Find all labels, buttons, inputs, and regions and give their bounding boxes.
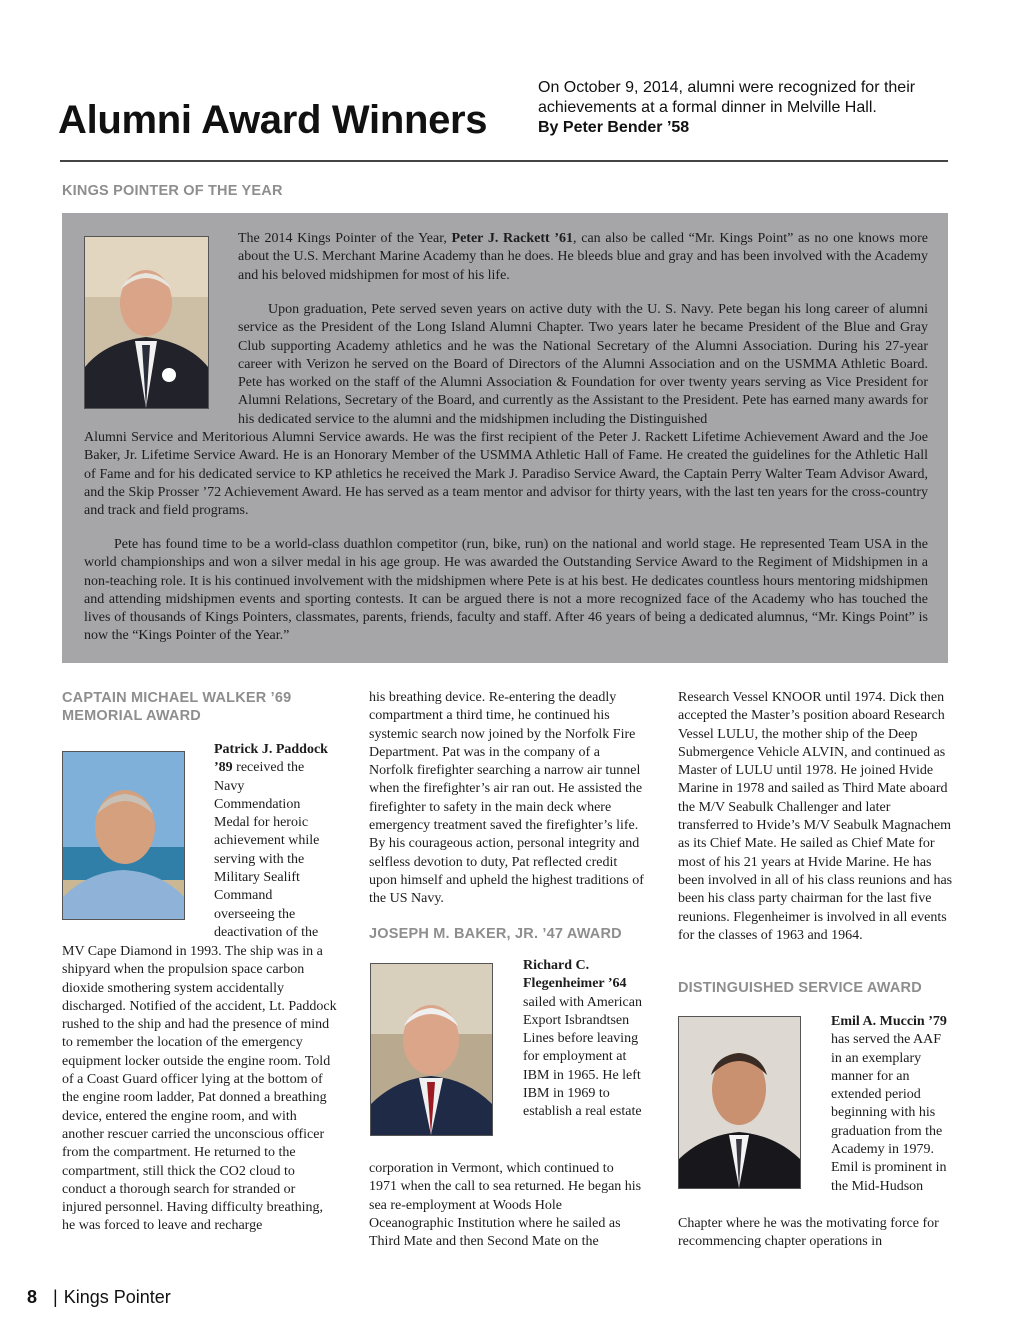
paddock-body-continued: his breathing device. Re-entering the deadly compartment a third time, he continued his systemic search now joined by the Norfolk Fire Department. Pat was in the company of a Norfolk firefighter searching a narrow air tunnel when the firefighter’s air ran out. He assisted the firefighter to safety in the main deck where emergency treatment saved the firefighter’s life. By his courageous action, personal integrity and selfless devotion to duty, Pat reflected credit upon himself and upheld the highest traditions of the US Navy.: [369, 690, 644, 907]
paddock-intro: [214, 741, 334, 942]
kings-pointer-paragraph-2-cont: Alumni Service and Meritorious Alumni Service awards. He was the first recipient of the Peter J. Rackett Lifetime Achievement Award and the Joe Baker, Jr. Lifetime Service Award. He is an Honorary Member of the USMMA Athletic Hall of Fame. He created the guidelines for the Athletic Hall of Fame and for his dedicated service to KP athletics he received the Mark J. Paradiso Service Award, the Captain Perry Walter Team Advisor Award, and the Skip Prosser ’72 Achievement Award. He has served as a team mentor and advisor for thirty years, with the last ten years for the cross-country and track and field programs.: [84, 430, 928, 519]
flegenheimer-intro: [523, 957, 643, 1122]
header-divider: [60, 160, 948, 162]
portrait-image: [85, 237, 208, 408]
paddock-name: Patrick J. Paddock ’89: [214, 742, 328, 776]
page-number: 8: [27, 1287, 38, 1307]
page-title: Alumni Award Winners: [58, 98, 488, 142]
joseph-baker-heading: JOSEPH M. BAKER, JR. ’47 AWARD: [369, 926, 622, 942]
kings-pointer-paragraph-2: Upon graduation, Pete served seven years on active duty with the U. S. Navy. Pete began his long career of alumni service as the President of the Long Island Alumni Chapter. Two years later he became President of the Blue and Gray Club supporting Academy athletics and he was the National Secretary of the Alumni Association. During his 27-year career with Verizon he served on the Board of Directors of the Alumni Association and on the USMMA Athletic Board. Pete has worked on the staff of the Alumni Association & Foundation for over twenty years serving as Vice President for Alumni Relations, Secretary of the Board, and currently as the Assistant to the President. Pete has earned many awards for his dedicated service to the alumni and the midshipmen including the Distinguished: [238, 302, 928, 427]
portrait-image: [679, 1017, 800, 1188]
michael-walker-heading: CAPTAIN MICHAEL WALKER ’69 MEMORIAL AWARD: [62, 690, 292, 724]
byline: By Peter Bender ’58: [538, 119, 690, 136]
intro-text: On October 9, 2014, alumni were recognized for their achievements at a formal dinner in Melville Hall.: [538, 79, 916, 116]
kp-p1-rest: , can also be called “Mr. Kings Point” as no one knows more about the U.S. Merchant Marine Academy than he does. He bleeds blue and gray and has been involved with the Academy and his beloved midshipmen for most of his life.: [238, 231, 929, 283]
muccin-body: Chapter where he was the motivating force for recommencing chapter operations in: [678, 1216, 939, 1250]
kings-pointer-heading: KINGS POINTER OF THE YEAR: [62, 183, 283, 199]
muccin-name: Emil A. Muccin ’79: [831, 1014, 947, 1029]
publication-name: Kings Pointer: [63, 1287, 171, 1307]
footer-separator: |: [53, 1287, 58, 1307]
emil-muccin-photo: [678, 1016, 801, 1189]
portrait-image: [63, 752, 184, 919]
muccin-intro-text: has served the AAF in an exemplary manner for an extended period beginning with his graduation from the Academy in 1979. Emil is prominent in the Mid-Hudson: [831, 1032, 947, 1194]
intro-blurb: [538, 78, 978, 138]
flegenheimer-body: corporation in Vermont, which continued to 1971 when the call to sea returned. He began his sea re-employment at Woods Hole Oceanographic Institution where he sailed as Third Mate and then Second Mate on the: [369, 1161, 642, 1250]
kp-p1-lead: The 2014 Kings Pointer of the Year,: [238, 231, 452, 246]
patrick-paddock-photo: [62, 751, 185, 920]
peter-rackett-photo: [84, 236, 209, 409]
kings-pointer-paragraph-3: Pete has found time to be a world-class duathlon competitor (run, bike, run) on the national and world stage. He represented Team USA in the world championships and won a silver medal in his age group. He was awarded the Outstanding Service Award to the Regiment of Midshipmen in a non-teaching role. It is his continued involvement with the midshipmen where Pete is at his best. He dedicates countless hours mentoring midshipmen and attending midshipmen events and sporting contests. It can be argued there is not a more recognized face of the Academy who has touched the lives of thousands of Kings Pointers, classmates, parents, friends, faculty and staff. After 46 years of being a dedicated alumnus, “Mr. Kings Point” is now the “Kings Pointer of the Year.”: [84, 537, 928, 644]
muccin-intro: [831, 1013, 951, 1196]
flegenheimer-name: Richard C. Flegenheimer ’64: [523, 958, 627, 992]
flegenheimer-body-continued: Research Vessel KNOOR until 1974. Dick then accepted the Master’s position aboard Research Vessel LULU, the mother ship of the Deep Submergence Vehicle ALVIN, and continued as Master of LULU until 1978. He joined Hvide Marine in 1978 and sailed as Third Mate aboard the M/V Seabulk Challenger and later transferred to Hvide’s M/V Seabulk Magnachem as its Chief Mate. He sailed as Chief Mate for most of his 21 years at Hvide Marine. He has been involved in all of his class reunions and has been his class party chairman for the last five reunions. Flegenheimer is involved in all events for the classes of 1963 and 1964.: [678, 690, 953, 943]
kp-honoree-name: Peter J. Rackett ’61: [451, 231, 574, 246]
kings-pointer-paragraph-1: [238, 230, 928, 285]
paddock-body: MV Cape Diamond in 1993. The ship was in a shipyard when the propulsion space carbon dioxide smothering system accidentally discharged. Notified of the accident, Lt. Paddock rushed to the ship and had the presence of mind to remember the location of the emergency equipment locker outside the engine room. Told of a Coast Guard officer lying at the bottom of the engine room ladder, Pat donned a breathing device, entered the engine room, and with another rescuer carried the unconscious officer from the compartment. He returned to the compartment, still thick the CO2 cloud to conduct a thorough search for stranded or injured personnel. Having difficulty breathing, he was forced to leave and recharge: [62, 944, 337, 1234]
richard-flegenheimer-photo: [370, 963, 493, 1136]
portrait-image: [371, 964, 492, 1135]
flegenheimer-intro-text: sailed with American Export Isbrandtsen Lines before leaving for employment at IBM in 1965. He left IBM in 1969 to establish a real estate: [523, 994, 642, 1120]
distinguished-service-heading: DISTINGUISHED SERVICE AWARD: [678, 980, 922, 996]
paddock-intro-text: received the Navy Commendation Medal for heroic achievement while serving with the Military Sealift Command overseeing the deactivation of the: [214, 760, 320, 940]
page-footer: [27, 1287, 171, 1308]
